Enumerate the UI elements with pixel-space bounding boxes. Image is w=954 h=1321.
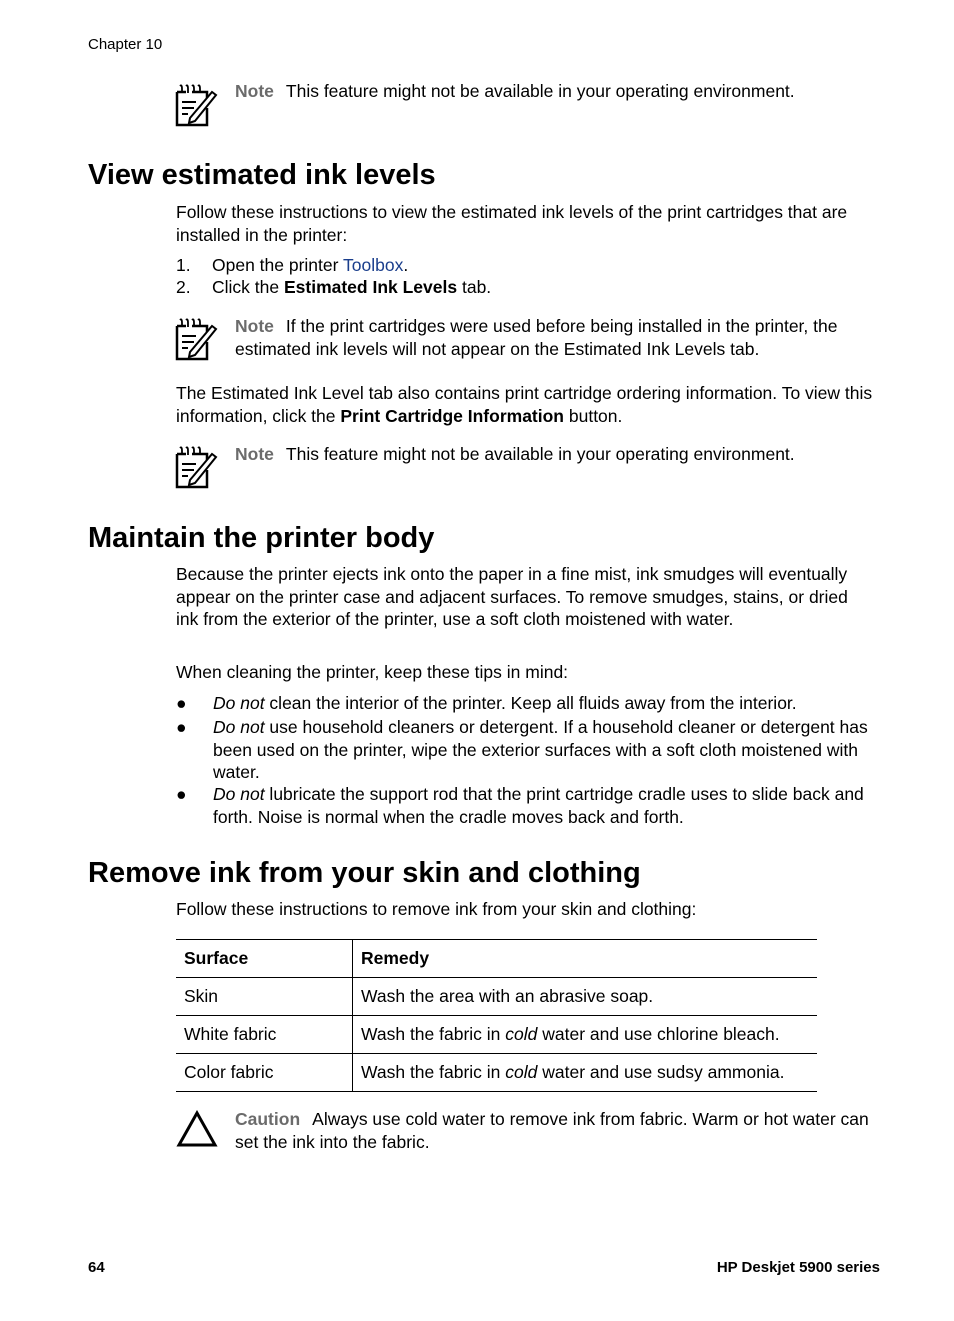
surface-cell: Skin (176, 978, 353, 1016)
list-item (176, 716, 876, 784)
note-label: Note (235, 316, 274, 336)
note-label: Note (235, 444, 274, 464)
note-1 (235, 80, 885, 103)
list-item (176, 276, 491, 299)
table-row (176, 1016, 817, 1054)
note-label: Note (235, 81, 274, 101)
section2-tips-intro: When cleaning the printer, keep these tips in mind: (176, 662, 569, 682)
emphasis: cold (505, 1062, 538, 1082)
product-name: HP Deskjet 5900 series (716, 1259, 880, 1276)
section2-paragraph: Because the printer ejects ink onto the paper in a fine mist, ink smudges will eventually appear on the printer case and adjacent surfaces. To remove smudges, stains, or dried ink from the exterior of the printer, use a soft cloth moistened with water. (176, 564, 848, 629)
list-text: Click the (212, 277, 284, 297)
column-header-surface: Surface (176, 940, 353, 978)
surface-cell: Color fabric (176, 1054, 353, 1092)
list-number: 1. (176, 255, 191, 275)
caution-label: Caution (235, 1109, 301, 1129)
caution-text: Always use cold water to remove ink from fabric. Warm or hot water can set the ink into the fabric. (235, 1109, 869, 1152)
section1-paragraph (176, 382, 881, 427)
bullet-text: clean the interior of the printer. Keep all fluids away from the interior. (264, 693, 797, 713)
note-3 (235, 443, 885, 466)
remedy-text: Wash the fabric in (361, 1062, 506, 1082)
remedy-text: water and use sudsy ammonia. (537, 1062, 785, 1082)
remedy-cell (353, 1054, 818, 1092)
list-item (176, 692, 876, 715)
table-row (176, 978, 817, 1016)
list-text: Open the printer (212, 255, 344, 275)
tab-name: Estimated Ink Levels (283, 277, 458, 297)
bullet: ● (176, 717, 187, 737)
remedy-text: Wash the fabric in (361, 1024, 506, 1044)
note-icon (174, 318, 218, 369)
bullet: ● (176, 693, 187, 713)
emphasis: Do not (213, 693, 265, 713)
column-header-remedy: Remedy (353, 940, 818, 978)
remedy-cell (353, 1016, 818, 1054)
list-text: tab. (457, 277, 492, 297)
list-item (176, 783, 876, 828)
remedy-table (176, 939, 817, 1092)
caution-icon (176, 1110, 218, 1153)
toolbox-link[interactable]: Toolbox (343, 255, 404, 275)
section-title-maintain-printer-body: Maintain the printer body (88, 522, 435, 554)
remedy-text: water and use chlorine bleach. (537, 1024, 780, 1044)
emphasis: Do not (213, 717, 265, 737)
paragraph-text: The Estimated Ink Level tab also contains print cartridge ordering information. To view this information, click the (176, 383, 873, 426)
bullet-text: lubricate the support rod that the print cartridge cradle uses to slide back and forth. Noise is normal when the cradle moves back and forth. (213, 784, 864, 827)
table-header-row (176, 940, 817, 978)
note-icon (174, 446, 218, 497)
bullet-text: use household cleaners or detergent. If a household cleaner or detergent has been used on the printer, wipe the exterior surfaces with a soft cloth moistened with water. (213, 717, 868, 782)
surface-cell: White fabric (176, 1016, 353, 1054)
note-text: This feature might not be available in your operating environment. (285, 444, 795, 464)
emphasis: Do not (213, 784, 265, 804)
emphasis: cold (505, 1024, 538, 1044)
button-name: Print Cartridge Information (340, 405, 564, 426)
note-icon (174, 84, 218, 135)
section3-intro: Follow these instructions to remove ink from your skin and clothing: (176, 899, 697, 919)
paragraph-text: button. (564, 405, 623, 426)
section1-intro: Follow these instructions to view the estimated ink levels of the print cartridges that are installed in the printer: (176, 202, 848, 245)
section-title-remove-ink: Remove ink from your skin and clothing (88, 857, 641, 889)
remedy-cell (353, 978, 818, 1016)
list-text: . (403, 255, 409, 275)
note-text: If the print cartridges were used before being installed in the printer, the estimated ink levels will not appear on the Estimated Ink Levels tab. (235, 316, 838, 359)
list-number: 2. (176, 277, 191, 297)
bullet: ● (176, 784, 187, 804)
remedy-text: Wash the area with an abrasive soap. (361, 986, 654, 1006)
table-row (176, 1054, 817, 1092)
page-number: 64 (88, 1259, 105, 1276)
section-title-view-ink-levels: View estimated ink levels (88, 159, 436, 191)
list-item (176, 254, 408, 277)
note-2 (235, 315, 880, 360)
note-text: This feature might not be available in your operating environment. (285, 81, 795, 101)
caution-note (235, 1108, 880, 1153)
running-header: Chapter 10 (88, 36, 163, 53)
